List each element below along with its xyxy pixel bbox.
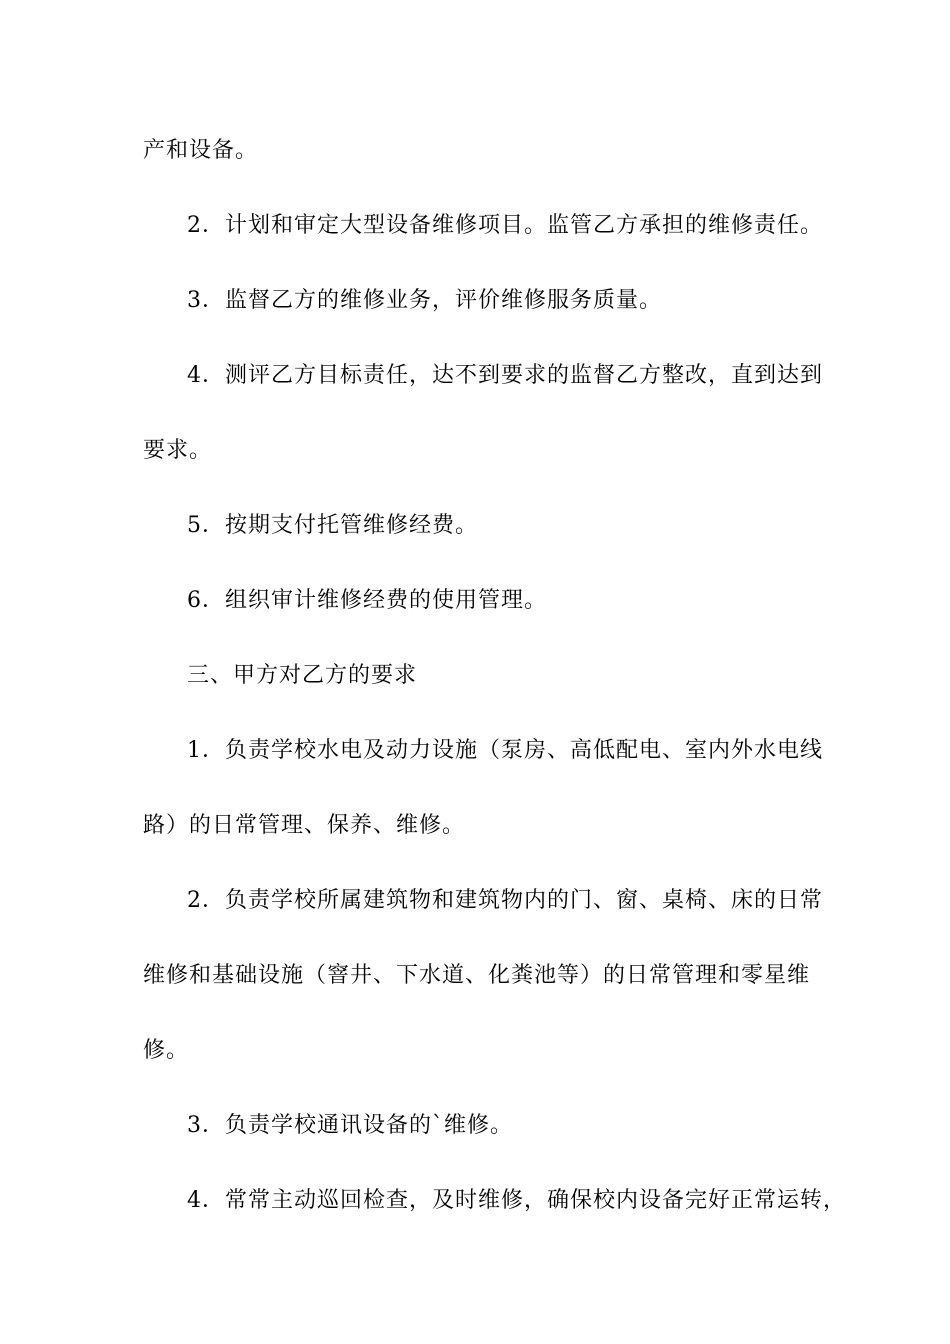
requirement-item-1: 1．负责学校水电及动力设施（泵房、高低配电、室内外水电线 — [187, 738, 823, 763]
paragraph-item-3: 3．监督乙方的维修业务，评价维修服务质量。 — [187, 288, 662, 313]
requirement-item-1-continuation: 路）的日常管理、保养、维修。 — [143, 813, 466, 838]
paragraph-item-6: 6．组织审计维修经费的使用管理。 — [187, 588, 547, 613]
paragraph-item-4-continuation: 要求。 — [143, 438, 213, 463]
requirement-item-2: 2．负责学校所属建筑物和建筑物内的门、窗、桌椅、床的日常 — [187, 888, 823, 913]
paragraph-continuation-line: 产和设备。 — [143, 138, 259, 163]
paragraph-item-4: 4．测评乙方目标责任，达不到要求的监督乙方整改，直到达到 — [187, 363, 823, 388]
requirement-item-4: 4．常常主动巡回检查，及时维修，确保校内设备完好正常运转， — [187, 1188, 846, 1213]
requirement-item-3: 3．负责学校通讯设备的`维修。 — [187, 1113, 513, 1138]
requirement-item-2-end: 修。 — [143, 1038, 190, 1063]
paragraph-item-5: 5．按期支付托管维修经费。 — [187, 513, 478, 538]
section-heading: 三、甲方对乙方的要求 — [187, 663, 418, 688]
requirement-item-2-continuation: 维修和基础设施（窨井、下水道、化粪池等）的日常管理和零星维 — [143, 963, 811, 988]
paragraph-item-2: 2．计划和审定大型设备维修项目。监管乙方承担的维修责任。 — [187, 213, 823, 238]
